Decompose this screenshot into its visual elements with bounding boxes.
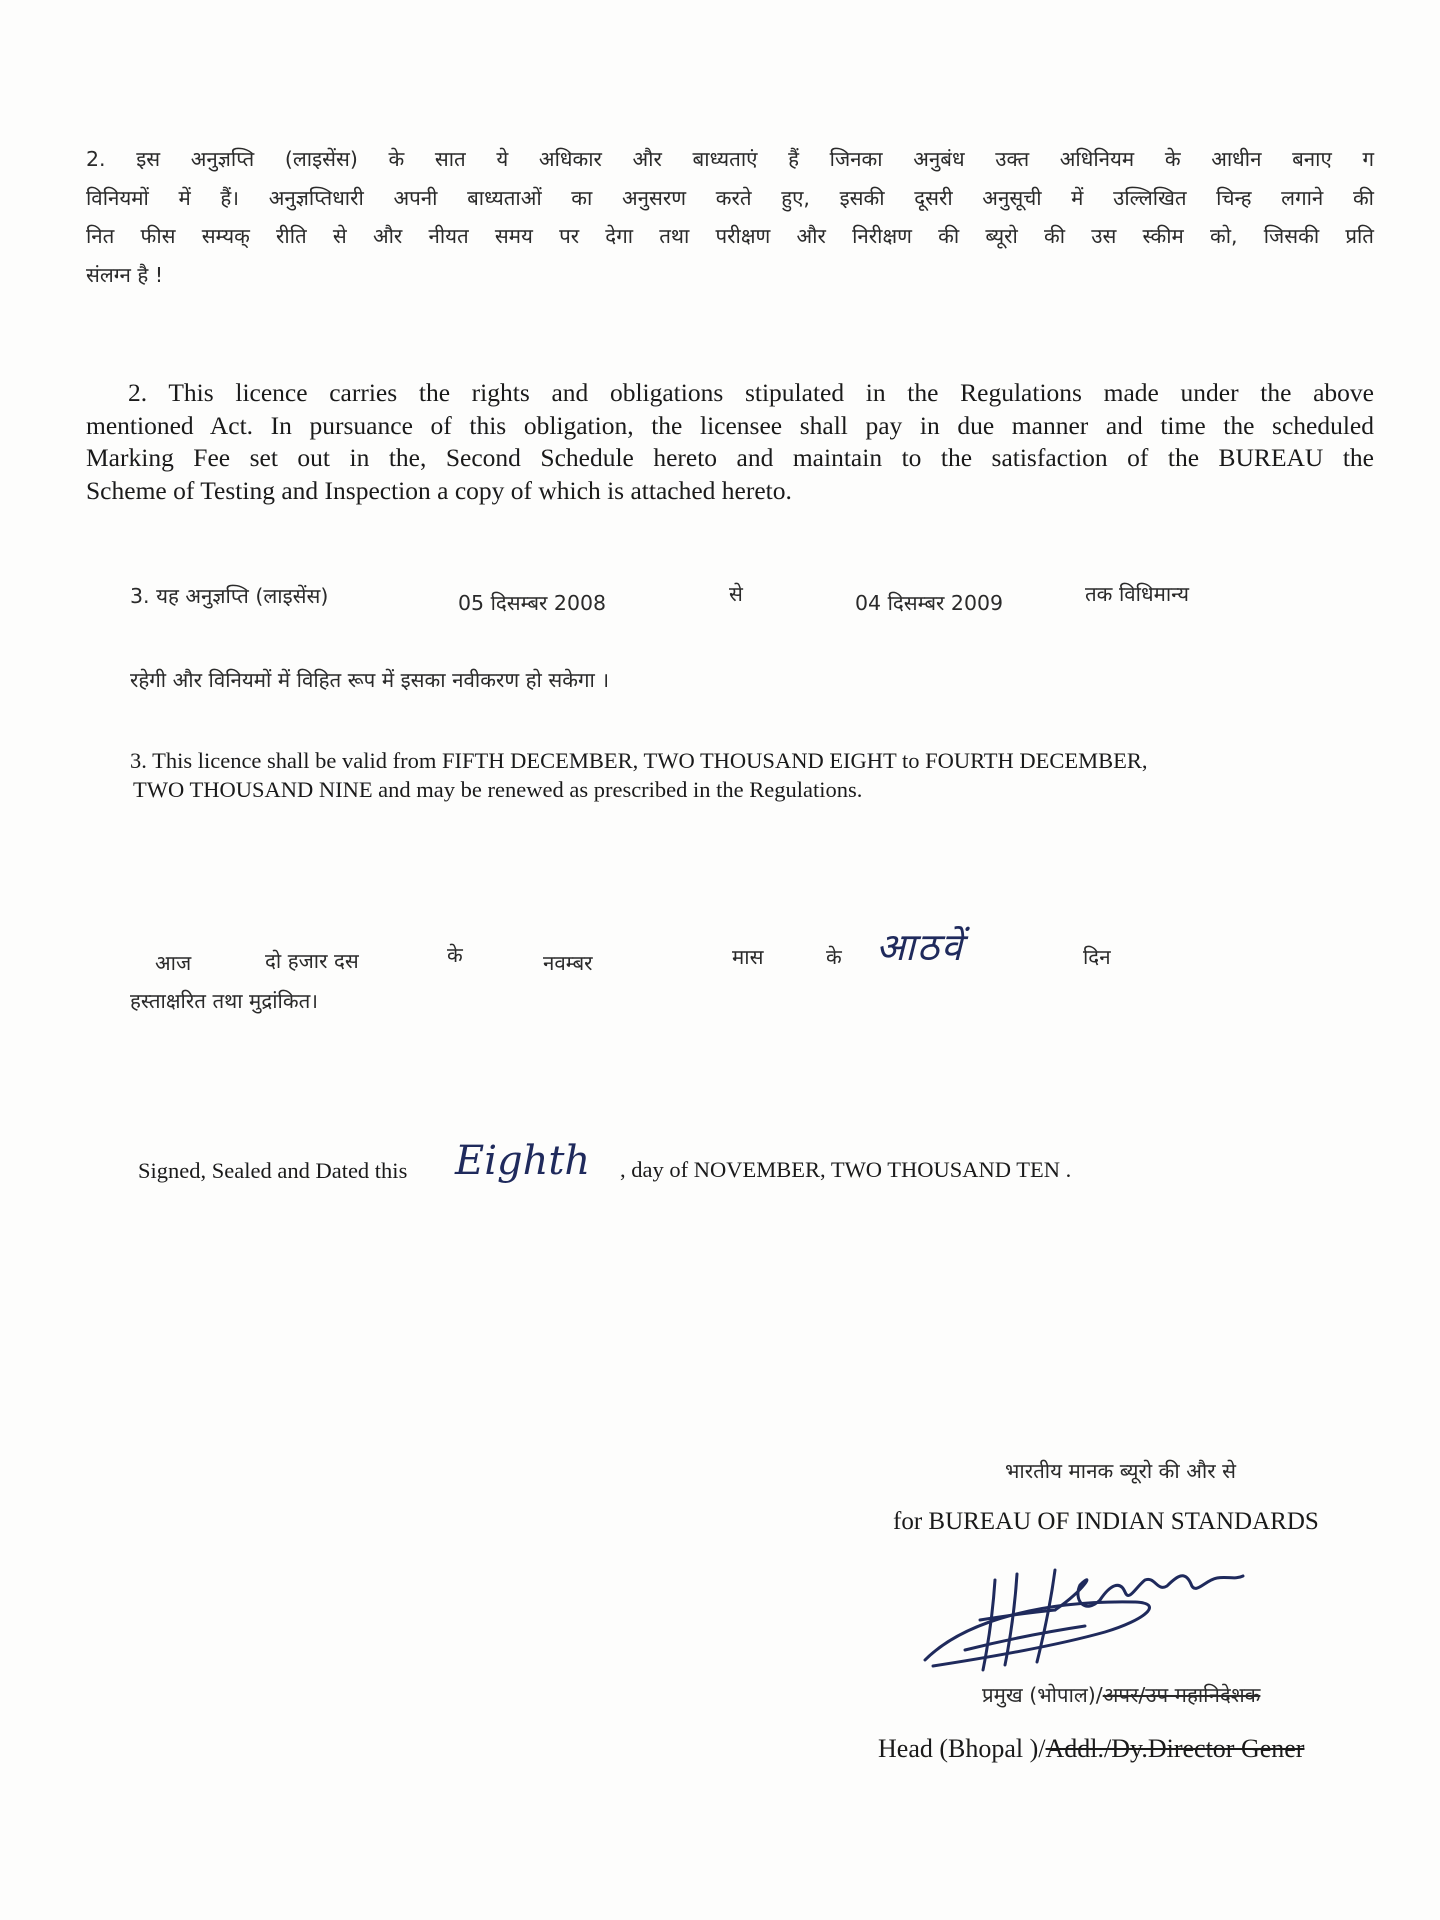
signatory-english-title-struck: Addl./Dy.Director Gener: [1045, 1734, 1305, 1763]
hindi-clause-3-line-2: रहेगी और विनियमों में विहित रूप में इसका नवीकरण हो सकेगा ।: [130, 668, 610, 692]
signatory-hindi-title-kept: प्रमुख (भोपाल)/: [982, 1683, 1103, 1707]
hindi-clause-3-prefix: 3. यह अनुज्ञप्ति (लाइसेंस): [130, 584, 329, 608]
hindi-dated-din: दिन: [1083, 945, 1111, 969]
signatory-hindi-title-struck: अपर/उप महानिदेशक: [1102, 1683, 1261, 1707]
english-para-2-line-4: Scheme of Testing and Inspection a copy of which is attached hereto.: [86, 475, 792, 505]
hindi-paragraph-2: [86, 140, 1374, 294]
hindi-para-2-line-4: संलग्न है !: [86, 262, 164, 287]
hindi-dated-year: दो हजार दस: [265, 949, 359, 973]
signatory-english-org: for BUREAU OF INDIAN STANDARDS: [893, 1508, 1319, 1535]
hindi-para-2-line-2: विनियमों में हैं। अनुज्ञप्तिधारी अपनी बाध्यताओं का अनुसरण करते हुए, इसकी दूसरी अनुसूची में उल्लिखित चिन्ह लगाने की: [86, 185, 1374, 210]
hindi-para-2-line-3: नित फीस सम्यक् रीति से और नीयत समय पर देगा तथा परीक्षण और निरीक्षण की ब्यूरो की उस स्कीम को, जिसकी प्रति: [86, 224, 1374, 248]
hindi-dated-aaj: आज: [155, 951, 192, 975]
english-clause-3-line-2: TWO THOUSAND NINE and may be renewed as prescribed in the Regulations.: [133, 777, 863, 802]
signatory-english-title: [878, 1734, 1304, 1764]
handwritten-signature-icon: [905, 1540, 1265, 1690]
english-para-2-line-3: Marking Fee set out in the, Second Schedule hereto and maintain to the satisfaction of the BUREAU the: [86, 443, 1374, 472]
signatory-english-title-kept: Head (Bhopal )/: [878, 1734, 1046, 1763]
english-paragraph-2: [86, 377, 1374, 507]
hindi-clause-3-se: से: [729, 582, 743, 606]
english-para-2-line-1: 2. This licence carries the rights and obligations stipulated in the Regulations made under the above: [128, 378, 1374, 407]
hindi-clause-3-suffix: तक विधिमान्य: [1085, 582, 1190, 606]
hindi-clause-3-to-date: 04 दिसम्बर 2009: [855, 591, 1004, 615]
hindi-dated-day-handwritten: आठवें: [876, 925, 965, 969]
hindi-dated-ke-2: के: [826, 945, 842, 969]
english-para-2-line-2: mentioned Act. In pursuance of this obligation, the licensee shall pay in due manner and time the scheduled: [86, 410, 1374, 440]
english-dated-suffix: , day of NOVEMBER, TWO THOUSAND TEN .: [620, 1157, 1072, 1182]
hindi-dated-line-2: हस्ताक्षरित तथा मुद्रांकित।: [130, 989, 319, 1013]
signatory-hindi-title: [982, 1681, 1260, 1709]
hindi-dated-month: नवम्बर: [543, 951, 593, 975]
english-dated-prefix: Signed, Sealed and Dated this: [138, 1158, 408, 1183]
english-clause-3-line-1: 3. This licence shall be valid from FIFTH DECEMBER, TWO THOUSAND EIGHT to FOURTH DECEMBER,: [130, 748, 1148, 773]
hindi-clause-3-from-date: 05 दिसम्बर 2008: [458, 591, 607, 615]
english-dated-day-handwritten: Eighth: [455, 1138, 591, 1184]
hindi-dated-ke-1: के: [447, 943, 463, 967]
signatory-hindi-org: भारतीय मानक ब्यूरो की और से: [1005, 1459, 1236, 1483]
hindi-para-2-line-1: 2. इस अनुज्ञप्ति (लाइसेंस) के सात ये अधिकार और बाध्यताएं हैं जिनका अनुबंध उक्त अधिनियम के आधीन बनाए ग: [86, 147, 1374, 171]
hindi-dated-maas: मास: [732, 945, 764, 969]
